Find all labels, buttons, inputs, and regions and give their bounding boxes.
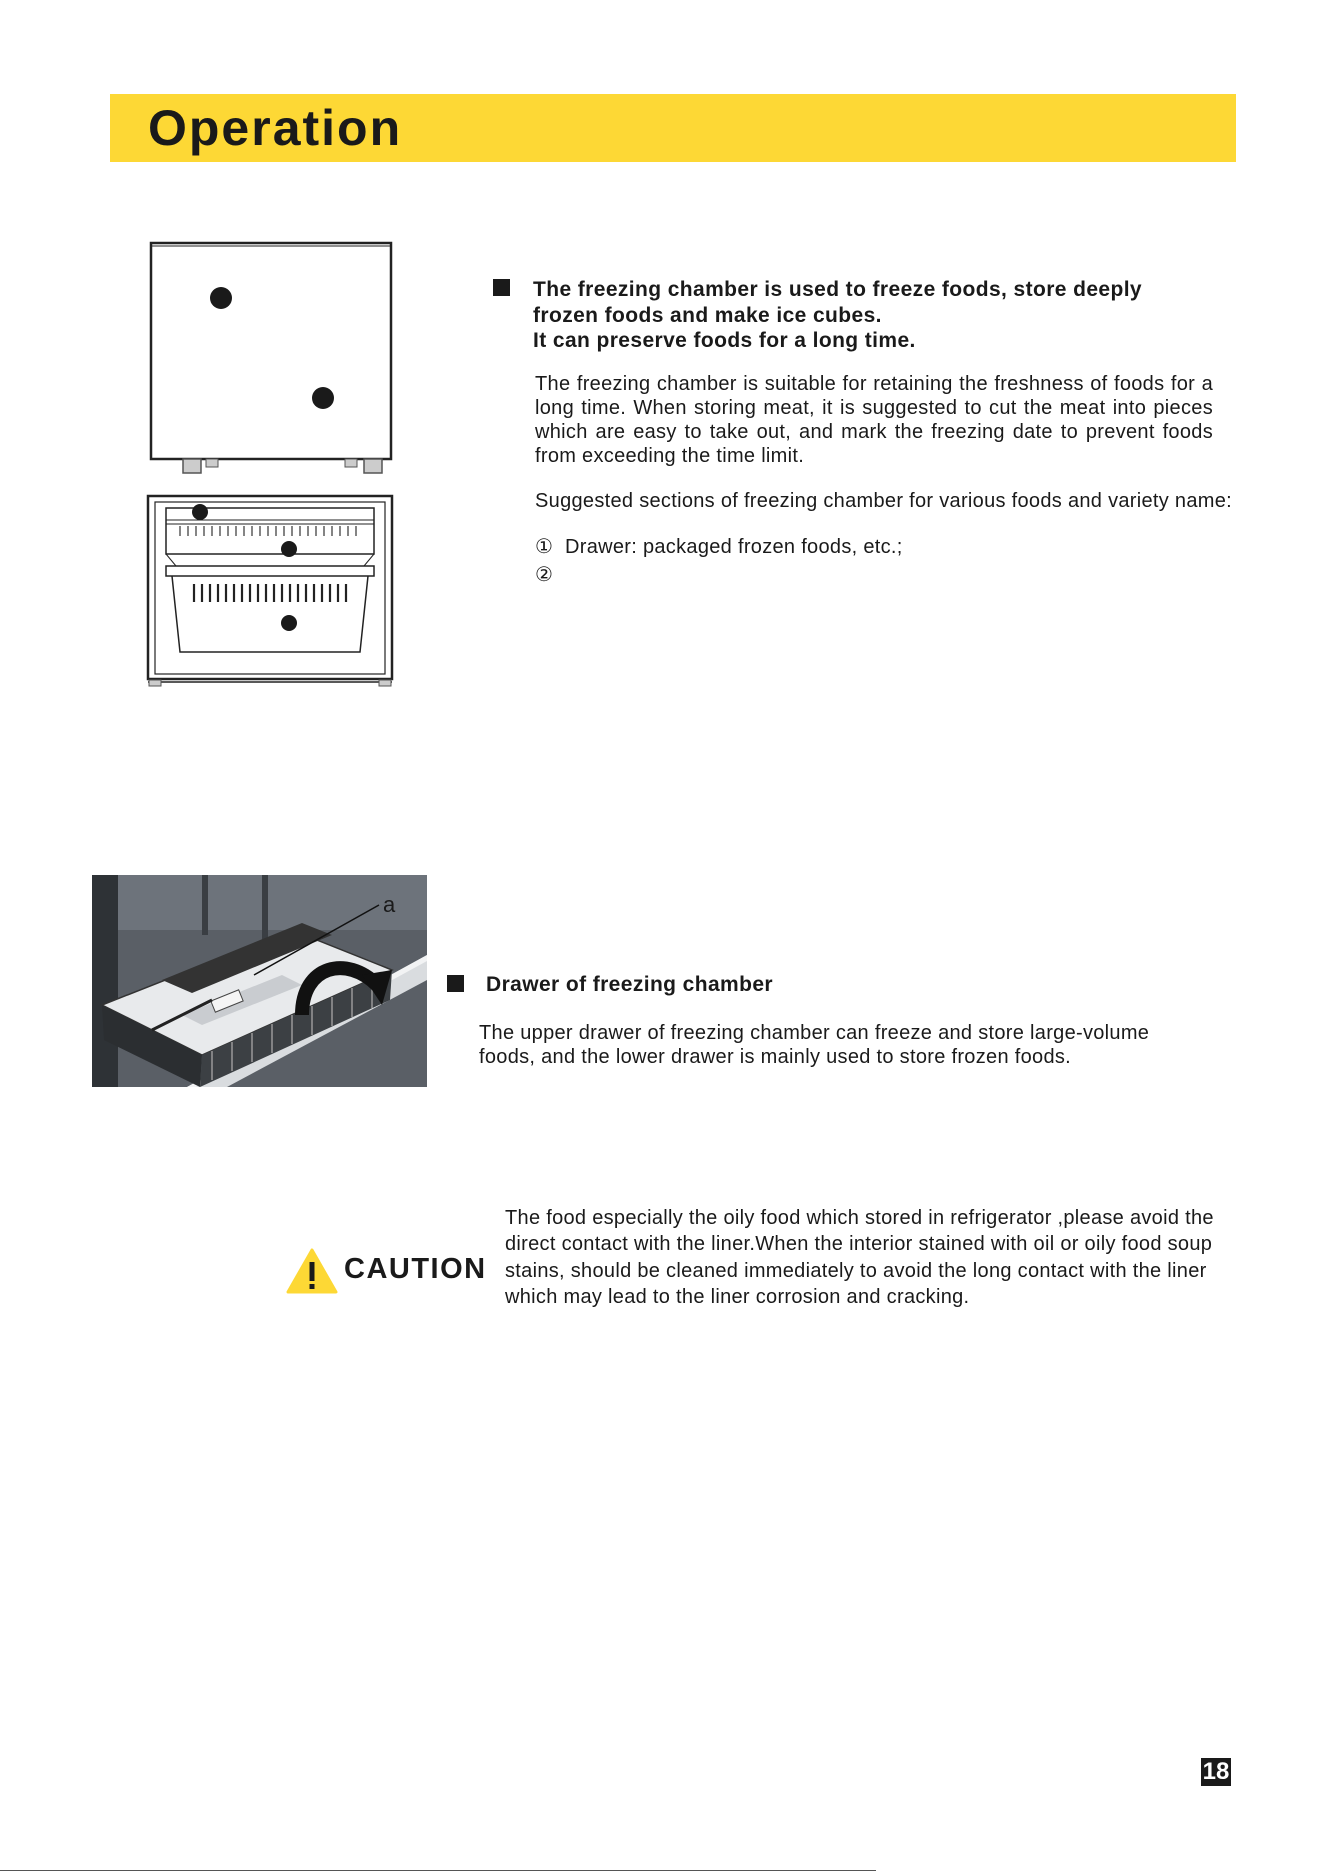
- list-item: ① Drawer: packaged frozen foods, etc.;: [535, 534, 903, 558]
- bullet-square: [493, 279, 510, 296]
- freezer-door-figure: [146, 240, 396, 480]
- list-item: ②: [535, 562, 554, 586]
- page-title: Operation: [148, 100, 403, 156]
- section1-paragraph: The freezing chamber is suitable for retaining the freshness of foods for a long time. When storing meat, it is suggested to cut the meat into pieces which are easy to take out, and mark the freezing date to prevent foods from exceeding the time limit.: [535, 373, 1213, 467]
- section2-heading: Drawer of freezing chamber: [486, 973, 773, 996]
- section1-intro: Suggested sections of freezing chamber for various foods and variety name:: [535, 490, 1233, 512]
- bullet-square: [447, 975, 464, 992]
- caution-text: The food especially the oily food which stored in refrigerator ,please avoid the direct contact with the liner.When the interior stained with oil or oily food soup stains, should be cleaned immediately to avoid the long contact with the liner which may lead to the liner corrosion and cracking.: [505, 1207, 1214, 1308]
- figure-label: a: [383, 892, 396, 917]
- caution-label: CAUTION: [344, 1253, 487, 1285]
- freezer-drawers-figure: [146, 494, 396, 688]
- page-number: 18: [1202, 1758, 1230, 1785]
- section2-paragraph: The upper drawer of freezing chamber can freeze and store large-volume foods, and the lower drawer is mainly used to store frozen foods.: [479, 1022, 1150, 1068]
- warning-icon: [286, 1247, 338, 1295]
- drawer-illustration: [92, 875, 427, 1087]
- section1-heading: The freezing chamber is used to freeze foods, store deeply frozen foods and make ice cubes. It can preserve foods for a long time.: [533, 278, 1143, 352]
- bottom-rule: [0, 1870, 876, 1871]
